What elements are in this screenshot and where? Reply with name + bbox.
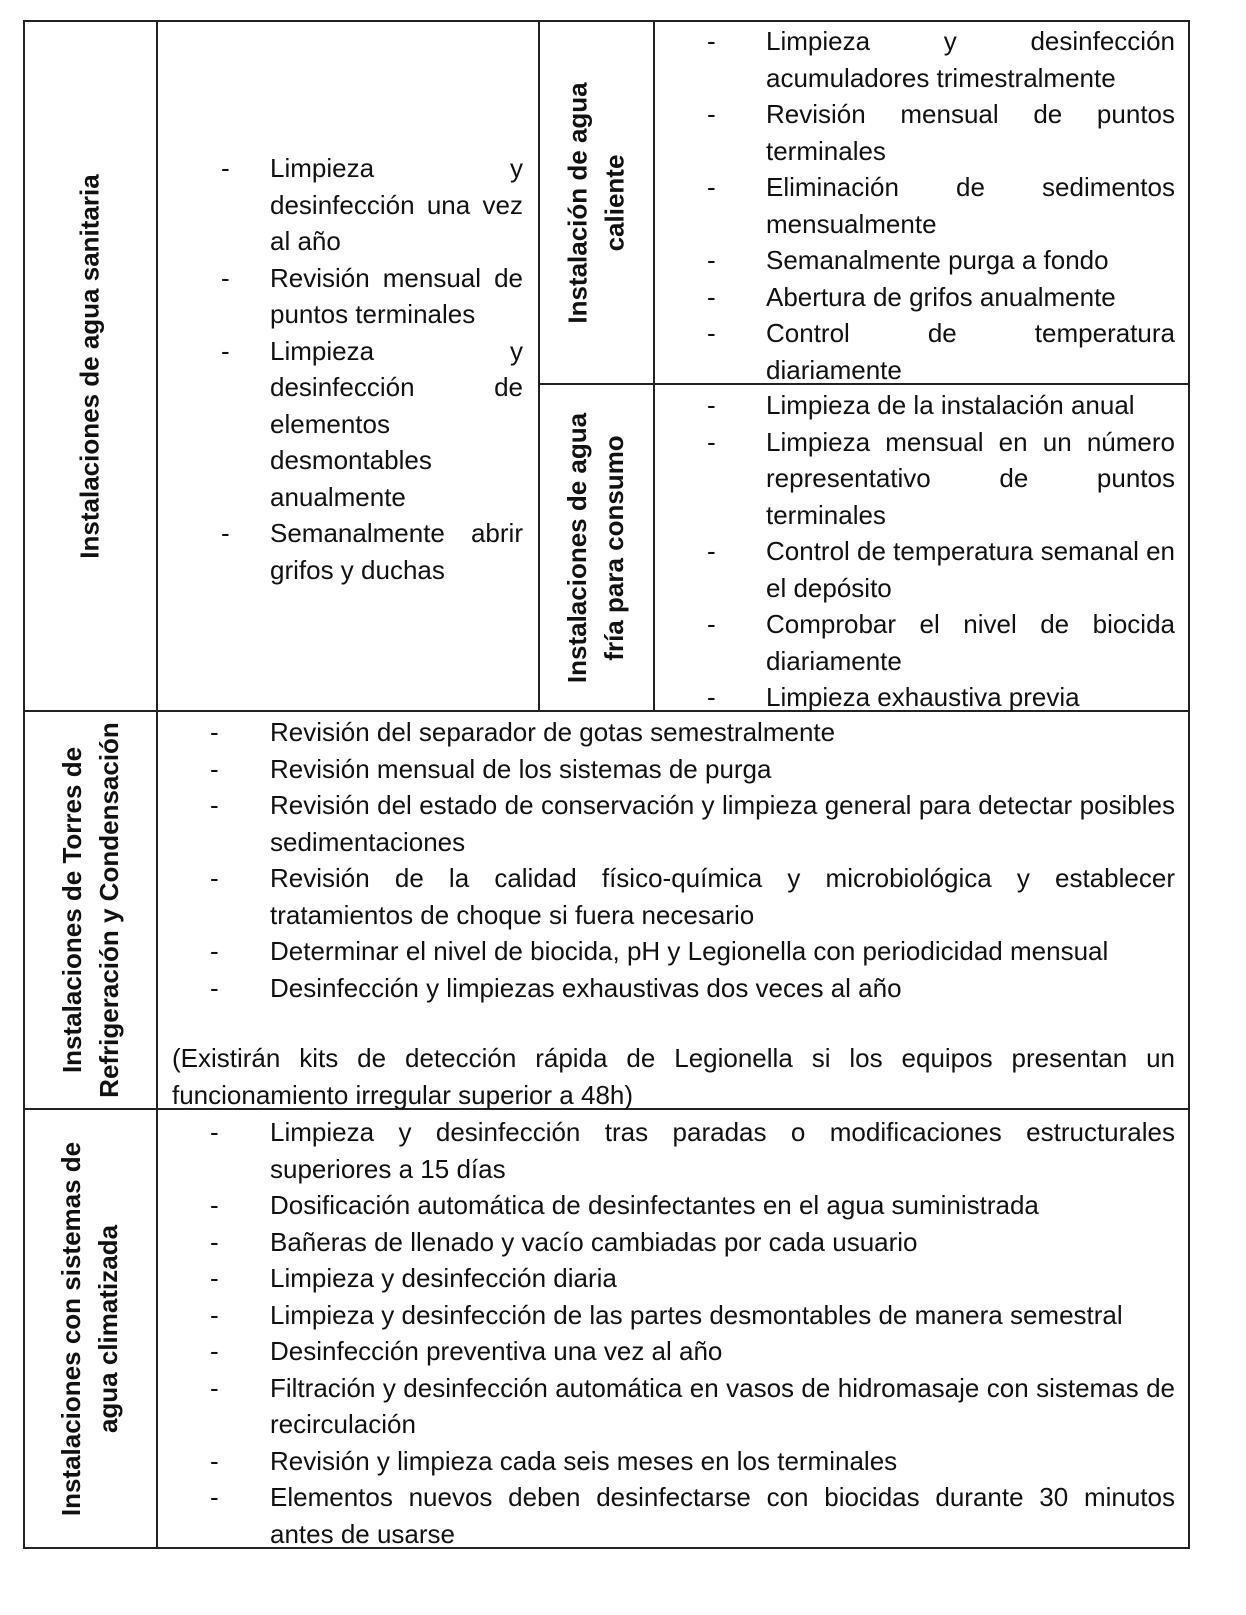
row-header-agua-sanitaria (25, 22, 156, 710)
subrow-header-line: Instalaciones de agua (562, 412, 593, 683)
list-item: - Revisión mensual de puntos terminales (655, 96, 1175, 169)
climatizada-items-list (158, 1114, 1175, 1552)
row-header-agua-climatizada (25, 1110, 156, 1547)
list-item: - Semanalmente purga a fondo (655, 242, 1175, 279)
list-item: - Control de temperatura semanal en el depósito (655, 533, 1175, 606)
list-item: - Revisión de la calidad físico-química y microbiológica y establecer tratamientos de choque si fuera necesario (158, 860, 1175, 933)
list-item: - Desinfección preventiva una vez al año (158, 1333, 1175, 1370)
list-item: - Revisión mensual de puntos terminales (158, 260, 523, 333)
agua-caliente-items-list (655, 23, 1175, 388)
torres-items-list (158, 714, 1175, 1006)
subrow-header-line: fría para consumo (599, 434, 630, 661)
list-item: - Limpieza y desinfección diaria (158, 1260, 1175, 1297)
torres-note: (Existirán kits de detección rápida de Legionella si los equipos presentan un funcionamiento irregular superior a 48h) (172, 1043, 1175, 1110)
row-header-line: Instalaciones de Torres de (56, 746, 87, 1074)
list-item: - Limpieza mensual en un número representativo de puntos terminales (655, 424, 1175, 534)
list-item: - Elementos nuevos deben desinfectarse con biocidas durante 30 minutos antes de usarse (158, 1479, 1175, 1552)
list-item: - Revisión del separador de gotas semestralmente (158, 714, 1175, 751)
list-item: - Filtración y desinfección automática en vasos de hidromasaje con sistemas de recirculación (158, 1370, 1175, 1443)
list-item: - Semanalmente abrir grifos y duchas (158, 515, 523, 588)
list-item: - Abertura de grifos anualmente (655, 279, 1175, 316)
list-item: - Control de temperatura diariamente (655, 315, 1175, 388)
general-items-list (158, 150, 523, 588)
row-header-line: agua climatizada (93, 1224, 124, 1433)
row-header-torres (25, 712, 156, 1108)
list-item: - Dosificación automática de desinfectantes en el agua suministrada (158, 1187, 1175, 1224)
list-item: - Bañeras de llenado y vacío cambiadas por cada usuario (158, 1224, 1175, 1261)
row-header-line: Instalaciones con sistemas de (56, 1141, 87, 1516)
list-item: - Limpieza y desinfección tras paradas o modificaciones estructurales superiores a 15 días (158, 1114, 1175, 1187)
row-header-line: Refrigeración y Condensación (93, 722, 124, 1098)
list-item: - Limpieza y desinfección acumuladores trimestralmente (655, 23, 1175, 96)
list-item: - Eliminación de sedimentos mensualmente (655, 169, 1175, 242)
list-item: - Revisión mensual de los sistemas de purga (158, 751, 1175, 788)
subrow-header-line: caliente (599, 154, 630, 251)
list-item: - Limpieza de la instalación anual (655, 387, 1175, 424)
agua-fria-items-list (655, 387, 1175, 716)
list-item: - Limpieza exhaustiva previa (655, 679, 1175, 716)
list-item: - Desinfección y limpiezas exhaustivas dos veces al año (158, 970, 1175, 1007)
list-item: - Comprobar el nivel de biocida diariamente (655, 606, 1175, 679)
row-header-line: Instalaciones de agua sanitaria (75, 173, 106, 559)
list-item: - Determinar el nivel de biocida, pH y Legionella con periodicidad mensual (158, 933, 1175, 970)
table-border-right (1188, 20, 1190, 1549)
subrow-header-agua-fria (540, 385, 653, 710)
subrow-header-line: Instalación de agua (562, 81, 593, 324)
list-item: - Limpieza y desinfección una vez al año (158, 150, 523, 260)
list-item: - Revisión del estado de conservación y limpieza general para detectar posibles sedimentaciones (158, 787, 1175, 860)
list-item: - Limpieza y desinfección de las partes desmontables de manera semestral (158, 1297, 1175, 1334)
subrow-header-agua-caliente (540, 22, 653, 383)
list-item: - Revisión y limpieza cada seis meses en los terminales (158, 1443, 1175, 1480)
list-item: - Limpieza y desinfección de elementos desmontables anualmente (158, 333, 523, 516)
